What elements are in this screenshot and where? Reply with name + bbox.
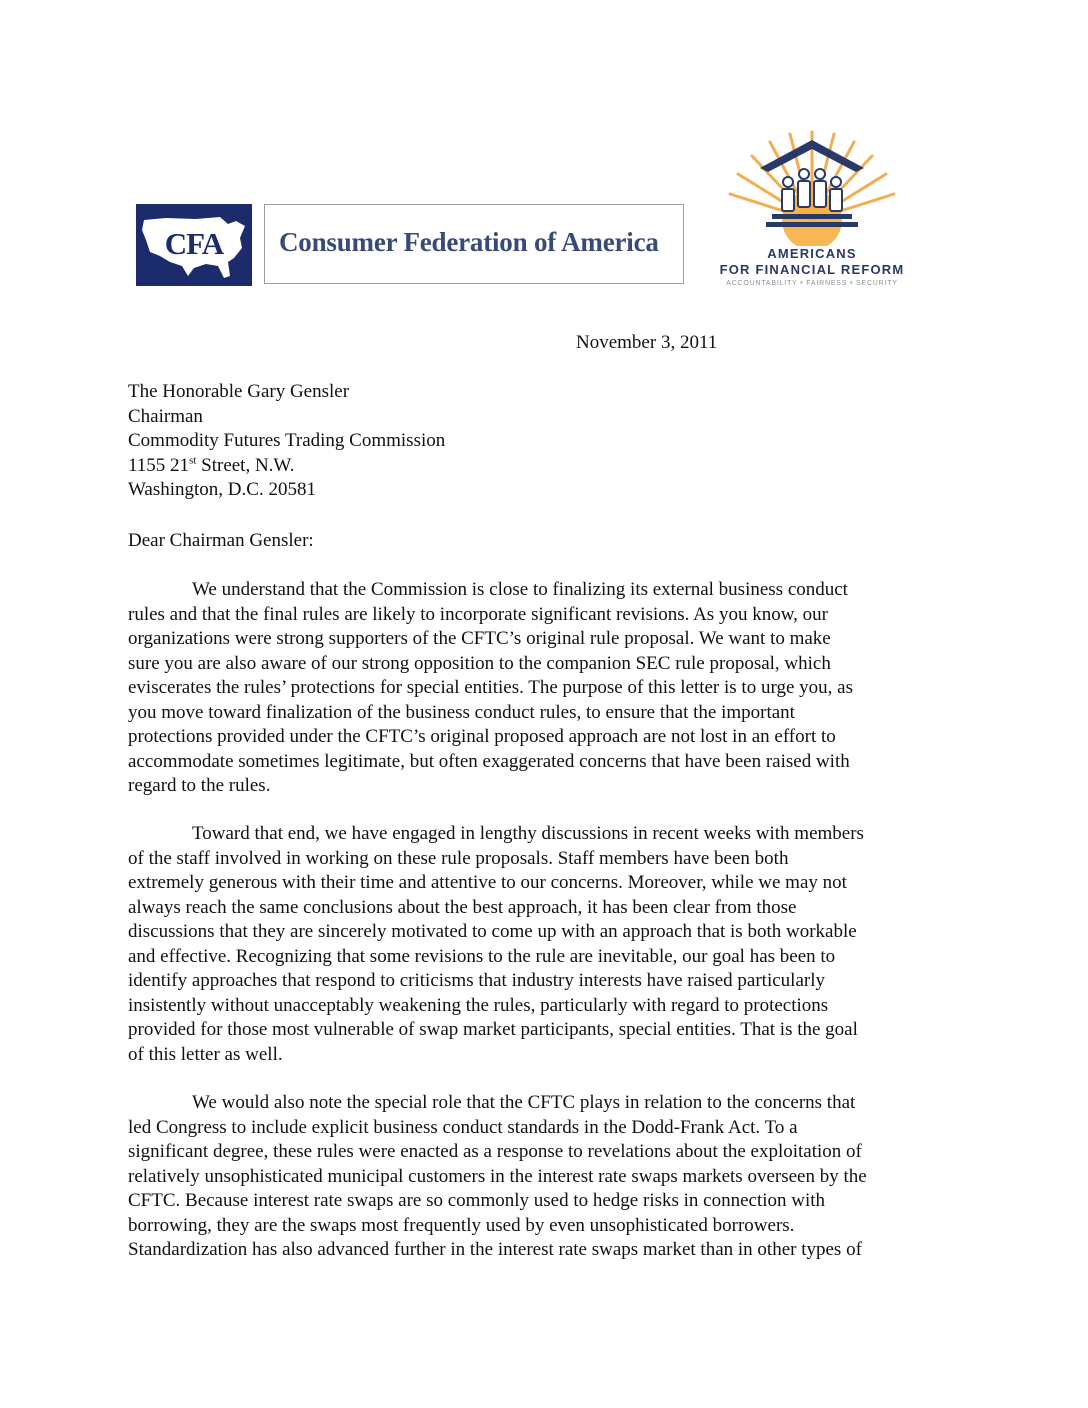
cfa-name-box	[264, 204, 684, 284]
paragraph-line: extremely generous with their time and attentive to our concerns. Moreover, while we may not	[128, 872, 847, 893]
paragraph-line: protections provided under the CFTC’s original proposed approach are not lost in an effort to	[128, 726, 836, 747]
letter-date: November 3, 2011	[576, 332, 718, 353]
paragraph-line: relatively unsophisticated municipal customers in the interest rate swaps markets overseen by the	[128, 1165, 867, 1187]
street-name: Street, N.W.	[196, 454, 295, 476]
paragraph-line: rules and that the final rules are likely to incorporate significant revisions. As you know, our	[128, 603, 829, 625]
cfa-us-map-emblem	[136, 204, 252, 286]
recipient-title: Chairman	[128, 405, 203, 427]
cfa-organization-name: Consumer Federation of America	[279, 227, 659, 257]
paragraph-line: you move toward finalization of the business conduct rules, to ensure that the important	[128, 701, 795, 723]
afr-logo	[716, 128, 908, 293]
paragraph-line: identify approaches that respond to criticisms that industry interests have raised particularly	[128, 970, 825, 991]
paragraph-line: led Congress to include explicit business conduct standards in the Dodd-Frank Act. To a	[128, 1116, 798, 1138]
paragraph-line: eviscerates the rules’ protections for special entities. The purpose of this letter is to urge you, as	[128, 677, 853, 698]
recipient-address	[128, 380, 445, 503]
paragraph-line: sure you are also aware of our strong opposition to the companion SEC rule proposal, which	[128, 652, 831, 674]
paragraph-line: significant degree, these rules were enacted as a response to revelations about the exploitation of	[128, 1141, 862, 1162]
street-ordinal-suffix: st	[189, 454, 197, 467]
sunburst-building-icon	[716, 128, 908, 246]
body-paragraph	[128, 822, 968, 1067]
body-paragraph	[128, 578, 968, 799]
paragraph-line: provided for those most vulnerable of swap market participants, special entities. That is the goal	[128, 1019, 858, 1040]
paragraph-line: Toward that end, we have engaged in lengthy discussions in recent weeks with members	[192, 823, 864, 844]
salutation: Dear Chairman Gensler:	[128, 530, 314, 551]
afr-tagline: ACCOUNTABILITY • FAIRNESS • SECURITY	[726, 280, 898, 287]
street-number: 1155 21	[128, 454, 190, 476]
recipient-city: Washington, D.C. 20581	[128, 479, 316, 500]
cfa-abbreviation: CFA	[164, 226, 224, 261]
recipient-street	[128, 454, 445, 479]
afr-name-line2: FOR FINANCIAL REFORM	[719, 262, 905, 277]
paragraph-line: organizations were strong supporters of the CFTC’s original rule proposal. We want to make	[128, 628, 831, 649]
paragraph-line: borrowing, they are the swaps most frequently used by even unsophisticated borrowers.	[128, 1214, 795, 1236]
paragraph-line: insistently without unacceptably weakening the rules, particularly with regard to protections	[128, 994, 829, 1016]
cfa-logo	[136, 204, 686, 286]
paragraph-line: and effective. Recognizing that some revisions to the rule are inevitable, our goal has been to	[128, 945, 836, 967]
recipient-name: The Honorable Gary Gensler	[128, 381, 350, 402]
afr-name-line1: AMERICANS	[767, 246, 857, 261]
paragraph-line: regard to the rules.	[128, 775, 271, 796]
body-paragraph	[128, 1091, 968, 1263]
recipient-organization: Commodity Futures Trading Commission	[128, 430, 446, 451]
paragraph-line: of the staff involved in working on these rule proposals. Staff members have been both	[128, 847, 789, 869]
paragraph-line: CFTC. Because interest rate swaps are so commonly used to hedge risks in connection with	[128, 1190, 826, 1211]
paragraph-line: We would also note the special role that the CFTC plays in relation to the concerns that	[192, 1092, 856, 1113]
paragraph-line: discussions that they are sincerely motivated to come up with an approach that is both workable	[128, 921, 857, 942]
paragraph-line: always reach the same conclusions about the best approach, it has been clear from those	[128, 896, 797, 918]
paragraph-line: of this letter as well.	[128, 1043, 283, 1065]
paragraph-line: Standardization has also advanced further in the interest rate swaps market than in other types of	[128, 1239, 862, 1260]
paragraph-line: We understand that the Commission is close to finalizing its external business conduct	[192, 579, 848, 600]
paragraph-line: accommodate sometimes legitimate, but often exaggerated concerns that have been raised with	[128, 750, 850, 772]
